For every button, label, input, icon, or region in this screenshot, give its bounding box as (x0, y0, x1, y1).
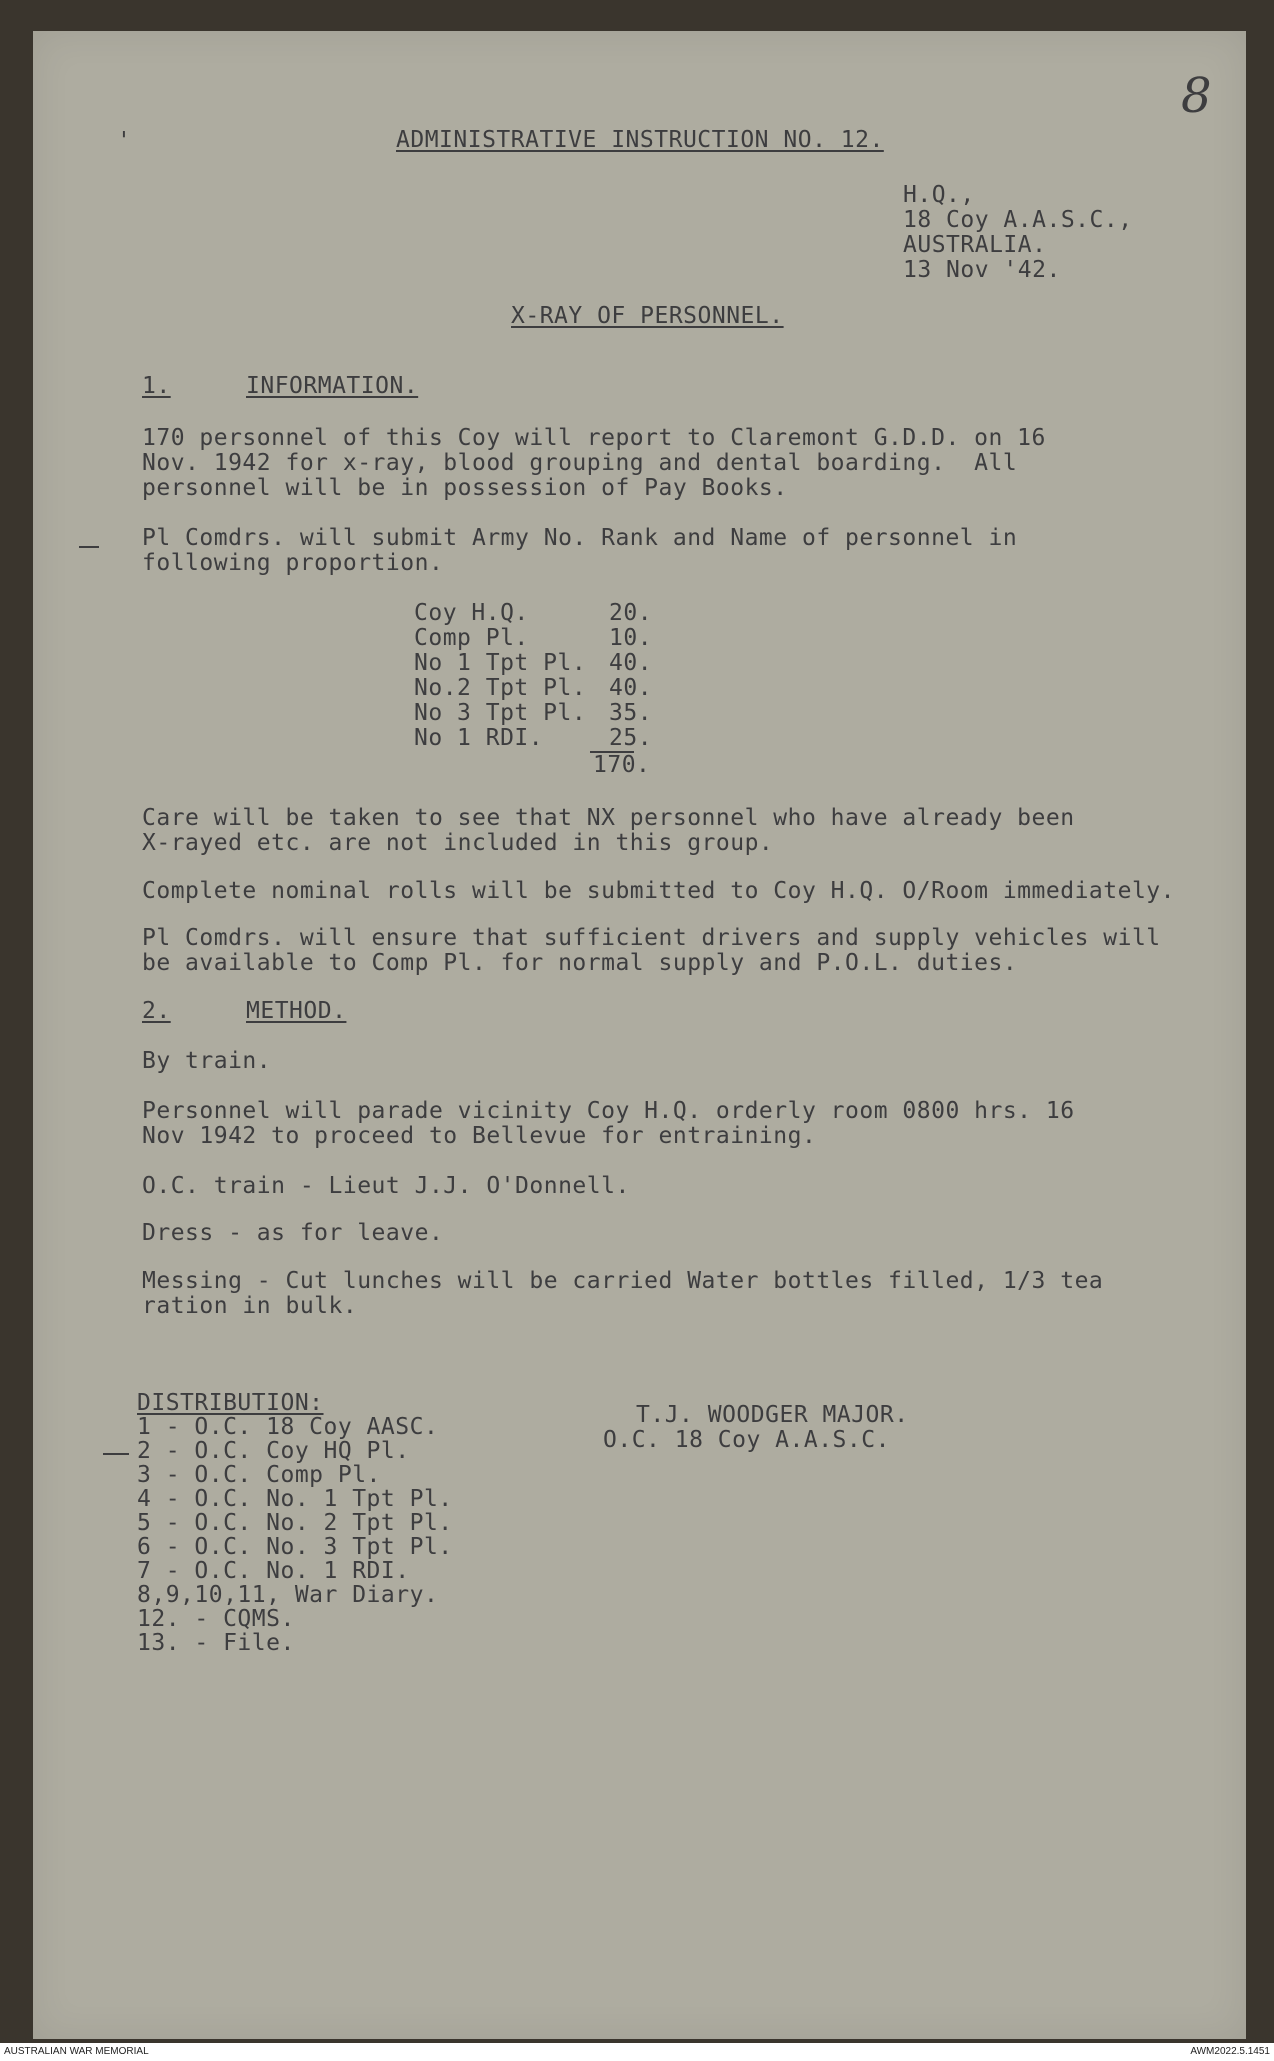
document-page (33, 31, 1246, 2039)
text-line: X-rayed etc. are not included in this group. (142, 830, 774, 856)
list-item: 5 - O.C. No. 2 Tpt Pl. (137, 1510, 453, 1536)
list-item: 8,9,10,11, War Diary. (137, 1582, 439, 1608)
allocation-count: 35. (609, 700, 653, 726)
paragraph: By train. (142, 1048, 272, 1074)
text-line: following proportion. (142, 550, 444, 576)
list-item: 3 - O.C. Comp Pl. (137, 1462, 381, 1488)
allocation-count: 20. (609, 600, 653, 626)
list-item: 7 - O.C. No. 1 RDI. (137, 1558, 410, 1584)
paragraph: O.C. train - Lieut J.J. O'Donnell. (142, 1173, 630, 1199)
paragraph: Complete nominal rolls will be submitted to Coy H.Q. O/Room immediately. (142, 878, 1175, 904)
list-item: 12. - CQMS. (137, 1606, 295, 1632)
allocation-count: 25. (609, 725, 653, 751)
allocation-count: 10. (609, 625, 653, 651)
text-line: Nov 1942 to proceed to Bellevue for entraining. (142, 1123, 817, 1149)
text-line: Care will be taken to see that NX personnel who have already been (142, 805, 1075, 831)
text-line: Messing - Cut lunches will be carried Water bottles filled, 1/3 tea (142, 1268, 1104, 1294)
allocation-count: 40. (609, 650, 653, 676)
institution-label: AUSTRALIAN WAR MEMORIAL (4, 2046, 149, 2057)
subject-heading: X-RAY OF PERSONNEL. (511, 303, 784, 329)
list-item: 13. - File. (137, 1630, 295, 1656)
text-line: Nov. 1942 for x-ray, blood grouping and dental boarding. All (142, 450, 1018, 476)
signature-line: O.C. 18 Coy A.A.S.C. (603, 1427, 890, 1453)
allocation-unit: No 1 RDI. (414, 725, 544, 751)
address-line: AUSTRALIA. (903, 232, 1047, 258)
section-heading: INFORMATION. (246, 373, 419, 399)
list-item: 4 - O.C. No. 1 Tpt Pl. (137, 1486, 453, 1512)
document-title: ADMINISTRATIVE INSTRUCTION NO. 12. (396, 127, 884, 153)
address-line: H.Q., (903, 182, 975, 208)
text-line: 170 personnel of this Coy will report to Claremont G.D.D. on 16 (142, 425, 1046, 451)
list-item: 6 - O.C. No. 3 Tpt Pl. (137, 1534, 453, 1560)
margin-dash-mark (103, 1453, 129, 1455)
allocation-unit: No.2 Tpt Pl. (414, 675, 587, 701)
section-number: 1. (142, 373, 171, 399)
accession-number: AWM2022.5.1451 (1190, 2046, 1270, 2057)
list-item: 1 - O.C. 18 Coy AASC. (137, 1414, 439, 1440)
margin-dash-mark (79, 546, 99, 548)
allocation-unit: Coy H.Q. (414, 600, 529, 626)
allocation-unit: Comp Pl. (414, 625, 529, 651)
allocation-unit: No 1 Tpt Pl. (414, 650, 587, 676)
allocation-total: 170. (593, 752, 651, 778)
allocation-count: 40. (609, 675, 653, 701)
text-line: Pl Comdrs. will ensure that sufficient drivers and supply vehicles will (142, 925, 1161, 951)
signature-line: T.J. WOODGER MAJOR. (636, 1402, 909, 1428)
list-item: 2 - O.C. Coy HQ Pl. (137, 1438, 410, 1464)
page-number-mark: 8 (1181, 68, 1213, 124)
distribution-heading: DISTRIBUTION: (137, 1390, 324, 1416)
footer-bar (0, 2043, 1274, 2061)
section-number: 2. (142, 998, 171, 1024)
allocation-unit: No 3 Tpt Pl. (414, 700, 587, 726)
paragraph: Dress - as for leave. (142, 1220, 444, 1246)
address-line: 13 Nov '42. (903, 257, 1061, 283)
text-line: Personnel will parade vicinity Coy H.Q. orderly room 0800 hrs. 16 (142, 1098, 1075, 1124)
text-line: ration in bulk. (142, 1293, 358, 1319)
left-margin-tick: ' (117, 128, 132, 154)
text-line: personnel will be in possession of Pay Books. (142, 475, 788, 501)
text-line: be available to Comp Pl. for normal supply and P.O.L. duties. (142, 950, 1018, 976)
section-heading: METHOD. (246, 998, 347, 1024)
address-line: 18 Coy A.A.S.C., (903, 207, 1133, 233)
text-line: Pl Comdrs. will submit Army No. Rank and Name of personnel in (142, 525, 1018, 551)
